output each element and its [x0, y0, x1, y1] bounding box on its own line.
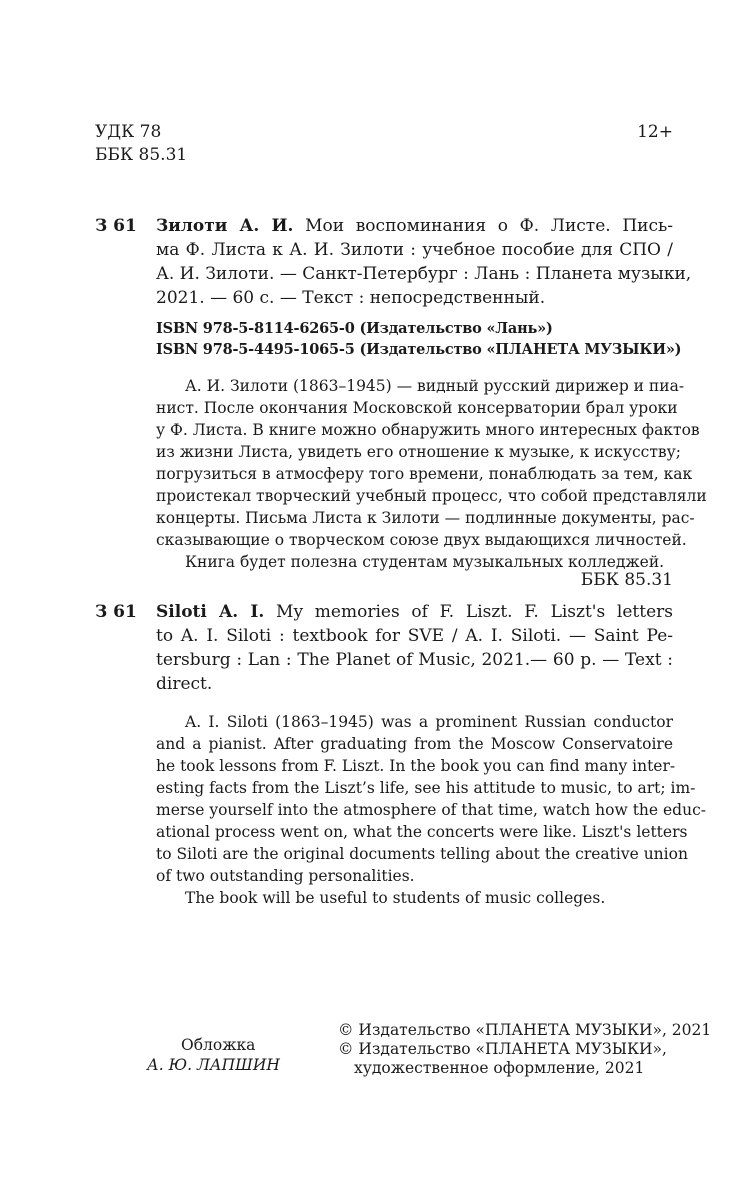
ru-abstract-line: А. И. Зилоти (1863–1945) — видный русский дирижер и пиа-	[185, 377, 685, 395]
cover-artist: А. Ю. ЛАПШИН	[147, 1056, 280, 1074]
en-bibliographic-description	[156, 600, 673, 696]
isbn-lan: ISBN 978-5-8114-6265-0 (Издательство «Лань»)	[156, 320, 553, 337]
en-bbk-code: ББК 85.31	[580, 570, 673, 590]
ru-abstract-line: сказывающие о творческом союзе двух выдающихся личностей.	[156, 531, 687, 549]
en-description-line: direct.	[156, 674, 213, 694]
en-author-code: З 61	[95, 602, 137, 622]
ru-description-line: А. И. Зилоти. — Санкт-Петербург : Лань : Планета музыки,	[156, 264, 692, 284]
ru-author-name: Зилоти А. И.	[156, 216, 294, 236]
ru-abstract-line: у Ф. Листа. В книге можно обнаружить много интересных фактов	[156, 421, 700, 439]
ru-description-line: 2021. — 60 с. — Текст : непосредственный.	[156, 288, 546, 308]
en-description-line: Siloti A. I. My memories of F. Liszt. F. Liszt's letters	[156, 602, 674, 622]
en-abstract	[156, 711, 707, 909]
en-abstract-line: ational process went on, what the concerts were like. Liszt's letters	[156, 823, 688, 841]
en-abstract-line: he took lessons from F. Liszt. In the book you can find many inter-	[156, 757, 676, 775]
en-description-line: to A. I. Siloti : textbook for SVE / A. I. Siloti. — Saint Pe-	[156, 626, 673, 646]
en-abstract-line: and a pianist. After graduating from the Moscow Conservatoire	[156, 735, 673, 753]
bbk-code: ББК 85.31	[95, 145, 188, 165]
ru-abstract-line: нист. После окончания Московской консерватории брал уроки	[156, 399, 678, 417]
isbn-planeta: ISBN 978-5-4495-1065-5 (Издательство «ПЛАНЕТА МУЗЫКИ»)	[156, 341, 682, 358]
ru-abstract	[156, 375, 707, 573]
en-abstract-line: merse yourself into the atmosphere of that time, watch how the educ-	[156, 801, 707, 819]
ru-description-line: Зилоти А. И. Мои воспоминания о Ф. Листе. Пись-	[156, 216, 674, 236]
ru-abstract-line: из жизни Листа, увидеть его отношение к музыке, к искусству;	[156, 443, 681, 461]
copyright-design-note: художественное оформление, 2021	[354, 1059, 645, 1077]
ru-description-line: ма Ф. Листа к А. И. Зилоти : учебное пособие для СПО /	[156, 240, 673, 260]
isbn-block	[156, 318, 681, 360]
ru-abstract-line: проистекал творческий учебный процесс, что собой представляли	[156, 487, 707, 505]
en-author-name: Siloti A. I.	[156, 602, 265, 622]
udk-code: УДК 78	[95, 122, 162, 142]
ru-bibliographic-description	[156, 214, 692, 310]
copyright-publisher: © Издательство «ПЛАНЕТА МУЗЫКИ», 2021	[338, 1021, 712, 1039]
age-rating: 12+	[637, 122, 673, 142]
en-description-line: tersburg : Lan : The Planet of Music, 2021.— 60 p. — Text :	[156, 650, 673, 670]
en-abstract-line: A. I. Siloti (1863–1945) was a prominent Russian conductor	[185, 713, 673, 731]
ru-abstract-line: погрузиться в атмосферу того времени, понаблюдать за тем, как	[156, 465, 693, 483]
cover-label: Обложка	[181, 1036, 256, 1054]
en-abstract-final: The book will be useful to students of music colleges.	[185, 889, 606, 907]
ru-abstract-final: Книга будет полезна студентам музыкальных колледжей.	[185, 553, 665, 571]
en-abstract-line: to Siloti are the original documents telling about the creative union	[156, 845, 688, 863]
ru-abstract-line: концерты. Письма Листа к Зилоти — подлинные документы, рас-	[156, 509, 695, 527]
copyright-design: © Издательство «ПЛАНЕТА МУЗЫКИ»,	[338, 1040, 667, 1058]
en-abstract-line: of two outstanding personalities.	[156, 867, 415, 885]
en-abstract-line: esting facts from the Liszt’s life, see his attitude to music, to art; im-	[156, 779, 696, 797]
ru-author-code: З 61	[95, 216, 137, 236]
